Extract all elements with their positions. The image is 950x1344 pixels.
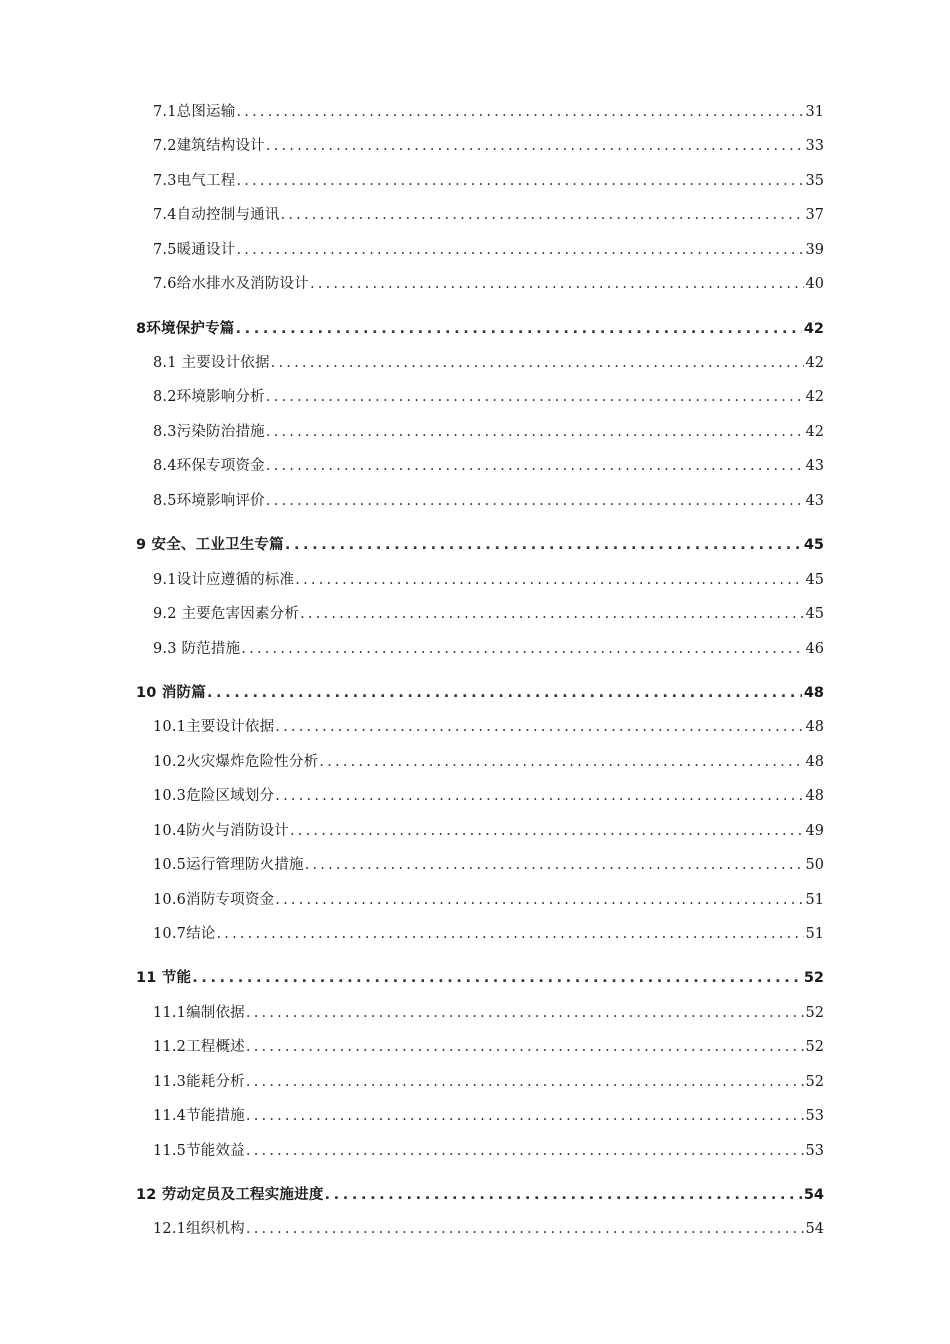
toc-entry-title: 11.3能耗分析 <box>153 1074 245 1090</box>
toc-entry-title: 8.5环境影响评价 <box>153 493 265 509</box>
toc-entry-title: 10 消防篇 <box>136 685 206 701</box>
toc-page-number: 51 <box>805 926 824 942</box>
toc-dot-leader <box>266 454 804 478</box>
toc-dot-leader <box>192 966 802 990</box>
toc-section-entry[interactable] <box>153 715 824 739</box>
toc-page-number: 45 <box>805 606 824 622</box>
toc-dot-leader <box>236 169 803 193</box>
toc-entry-title: 7.3电气工程 <box>153 173 236 189</box>
toc-dot-leader <box>246 1035 804 1059</box>
toc-dot-leader <box>275 784 803 808</box>
toc-entry-title: 11.5节能效益 <box>153 1143 245 1159</box>
toc-page-number: 35 <box>805 173 824 189</box>
toc-section-entry[interactable] <box>153 420 824 444</box>
toc-page-number: 37 <box>805 207 824 223</box>
toc-entry-title: 11.2工程概述 <box>153 1039 245 1055</box>
toc-page-number: 45 <box>803 537 824 553</box>
toc-section-entry[interactable] <box>153 385 824 409</box>
toc-page-number: 42 <box>805 424 824 440</box>
toc-dot-leader <box>207 681 802 705</box>
toc-dot-leader <box>319 750 803 774</box>
toc-entry-title: 10.3危险区域划分 <box>153 788 275 804</box>
toc-dot-leader <box>290 819 804 843</box>
toc-dot-leader <box>275 888 803 912</box>
toc-section-entry[interactable] <box>153 351 824 375</box>
toc-entry-title: 7.2建筑结构设计 <box>153 138 265 154</box>
toc-entry-title: 10.2火灾爆炸危险性分析 <box>153 754 319 770</box>
toc-dot-leader <box>295 568 803 592</box>
toc-section-entry[interactable] <box>153 637 824 661</box>
toc-section-entry[interactable] <box>153 922 824 946</box>
toc-page-number: 52 <box>805 1039 824 1055</box>
toc-entry-title: 11.4节能措施 <box>153 1108 245 1124</box>
toc-page-number: 48 <box>805 719 824 735</box>
toc-dot-leader <box>275 715 803 739</box>
toc-entry-title: 12 劳动定员及工程实施进度 <box>136 1187 324 1203</box>
toc-entry-title: 10.5运行管理防火措施 <box>153 857 304 873</box>
toc-entry-title: 9.3 防范措施 <box>153 641 241 657</box>
toc-chapter-entry[interactable] <box>136 533 824 557</box>
toc-page-number: 51 <box>805 892 824 908</box>
toc-dot-leader <box>266 489 804 513</box>
toc-page-number: 52 <box>803 970 824 986</box>
toc-page-number: 31 <box>805 104 824 120</box>
toc-entry-title: 12.1组织机构 <box>153 1221 245 1237</box>
toc-entry-title: 9 安全、工业卫生专篇 <box>136 537 284 553</box>
toc-section-entry[interactable] <box>153 784 824 808</box>
toc-section-entry[interactable] <box>153 134 824 158</box>
toc-section-entry[interactable] <box>153 454 824 478</box>
toc-entry-title: 7.1总图运输 <box>153 104 236 120</box>
toc-page-number: 50 <box>805 857 824 873</box>
toc-entry-title: 9.1设计应遵循的标准 <box>153 572 295 588</box>
toc-entry-title: 8.1 主要设计依据 <box>153 355 270 371</box>
toc-dot-leader <box>300 602 803 626</box>
toc-section-entry[interactable] <box>153 1104 824 1128</box>
toc-section-entry[interactable] <box>153 272 824 296</box>
toc-dot-leader <box>246 1001 804 1025</box>
toc-section-entry[interactable] <box>153 1001 824 1025</box>
toc-section-entry[interactable] <box>153 1139 824 1163</box>
toc-page-number: 48 <box>805 788 824 804</box>
toc-dot-leader <box>236 238 803 262</box>
toc-page-number: 53 <box>805 1108 824 1124</box>
toc-entry-title: 8.3污染防治措施 <box>153 424 265 440</box>
toc-section-entry[interactable] <box>153 1035 824 1059</box>
toc-section-entry[interactable] <box>153 750 824 774</box>
toc-section-entry[interactable] <box>153 819 824 843</box>
toc-dot-leader <box>305 853 804 877</box>
toc-entry-title: 7.4自动控制与通讯 <box>153 207 280 223</box>
toc-page-number: 42 <box>805 355 824 371</box>
toc-section-entry[interactable] <box>153 100 824 124</box>
toc-dot-leader <box>236 100 803 124</box>
toc-page-number: 52 <box>805 1005 824 1021</box>
toc-section-entry[interactable] <box>153 489 824 513</box>
toc-dot-leader <box>310 272 804 296</box>
toc-entry-title: 11.1编制依据 <box>153 1005 245 1021</box>
toc-entry-title: 10.7结论 <box>153 926 216 942</box>
toc-dot-leader <box>266 420 804 444</box>
toc-entry-title: 8.4环保专项资金 <box>153 458 265 474</box>
toc-entry-title: 10.4防火与消防设计 <box>153 823 289 839</box>
toc-section-entry[interactable] <box>153 203 824 227</box>
toc-page-number: 48 <box>803 685 824 701</box>
toc-dot-leader <box>241 637 803 661</box>
toc-section-entry[interactable] <box>153 602 824 626</box>
toc-dot-leader <box>266 385 804 409</box>
toc-entry-title: 7.5暖通设计 <box>153 242 236 258</box>
toc-section-entry[interactable] <box>153 169 824 193</box>
toc-entry-title: 9.2 主要危害因素分析 <box>153 606 300 622</box>
toc-dot-leader <box>246 1139 804 1163</box>
toc-chapter-entry[interactable] <box>136 681 824 705</box>
toc-page-number: 49 <box>805 823 824 839</box>
toc-section-entry[interactable] <box>153 888 824 912</box>
toc-page-number: 43 <box>805 458 824 474</box>
toc-page-number: 53 <box>805 1143 824 1159</box>
toc-page-number: 48 <box>805 754 824 770</box>
toc-dot-leader <box>285 533 802 557</box>
toc-entry-title: 10.6消防专项资金 <box>153 892 275 908</box>
toc-dot-leader <box>246 1217 804 1241</box>
toc-entry-title: 8环境保护专篇 <box>136 321 235 337</box>
toc-page-number: 54 <box>805 1221 824 1237</box>
toc-page-number: 54 <box>803 1187 824 1203</box>
toc-dot-leader <box>325 1183 802 1207</box>
toc-entry-title: 11 节能 <box>136 970 192 986</box>
toc-chapter-entry[interactable] <box>136 966 824 990</box>
toc-page-number: 46 <box>805 641 824 657</box>
toc-entry-title: 10.1主要设计依据 <box>153 719 275 735</box>
toc-section-entry[interactable] <box>153 1070 824 1094</box>
toc-dot-leader <box>217 922 804 946</box>
toc-chapter-entry[interactable] <box>136 317 824 341</box>
toc-page-number: 40 <box>805 276 824 292</box>
toc-section-entry[interactable] <box>153 853 824 877</box>
toc-entry-title: 8.2环境影响分析 <box>153 389 265 405</box>
toc-dot-leader <box>246 1104 804 1128</box>
toc-page-number: 45 <box>805 572 824 588</box>
toc-page-number: 39 <box>805 242 824 258</box>
toc-page-number: 42 <box>803 321 824 337</box>
toc-section-entry[interactable] <box>153 1217 824 1241</box>
toc-page-number: 33 <box>805 138 824 154</box>
toc-dot-leader <box>281 203 804 227</box>
toc-dot-leader <box>266 134 804 158</box>
toc-page-number: 42 <box>805 389 824 405</box>
toc-section-entry[interactable] <box>153 568 824 592</box>
toc-dot-leader <box>271 351 804 375</box>
toc-page-number: 43 <box>805 493 824 509</box>
toc-page-number: 52 <box>805 1074 824 1090</box>
toc-dot-leader <box>246 1070 804 1094</box>
toc-entry-title: 7.6给水排水及消防设计 <box>153 276 309 292</box>
toc-chapter-entry[interactable] <box>136 1183 824 1207</box>
toc-dot-leader <box>236 317 802 341</box>
toc-section-entry[interactable] <box>153 238 824 262</box>
